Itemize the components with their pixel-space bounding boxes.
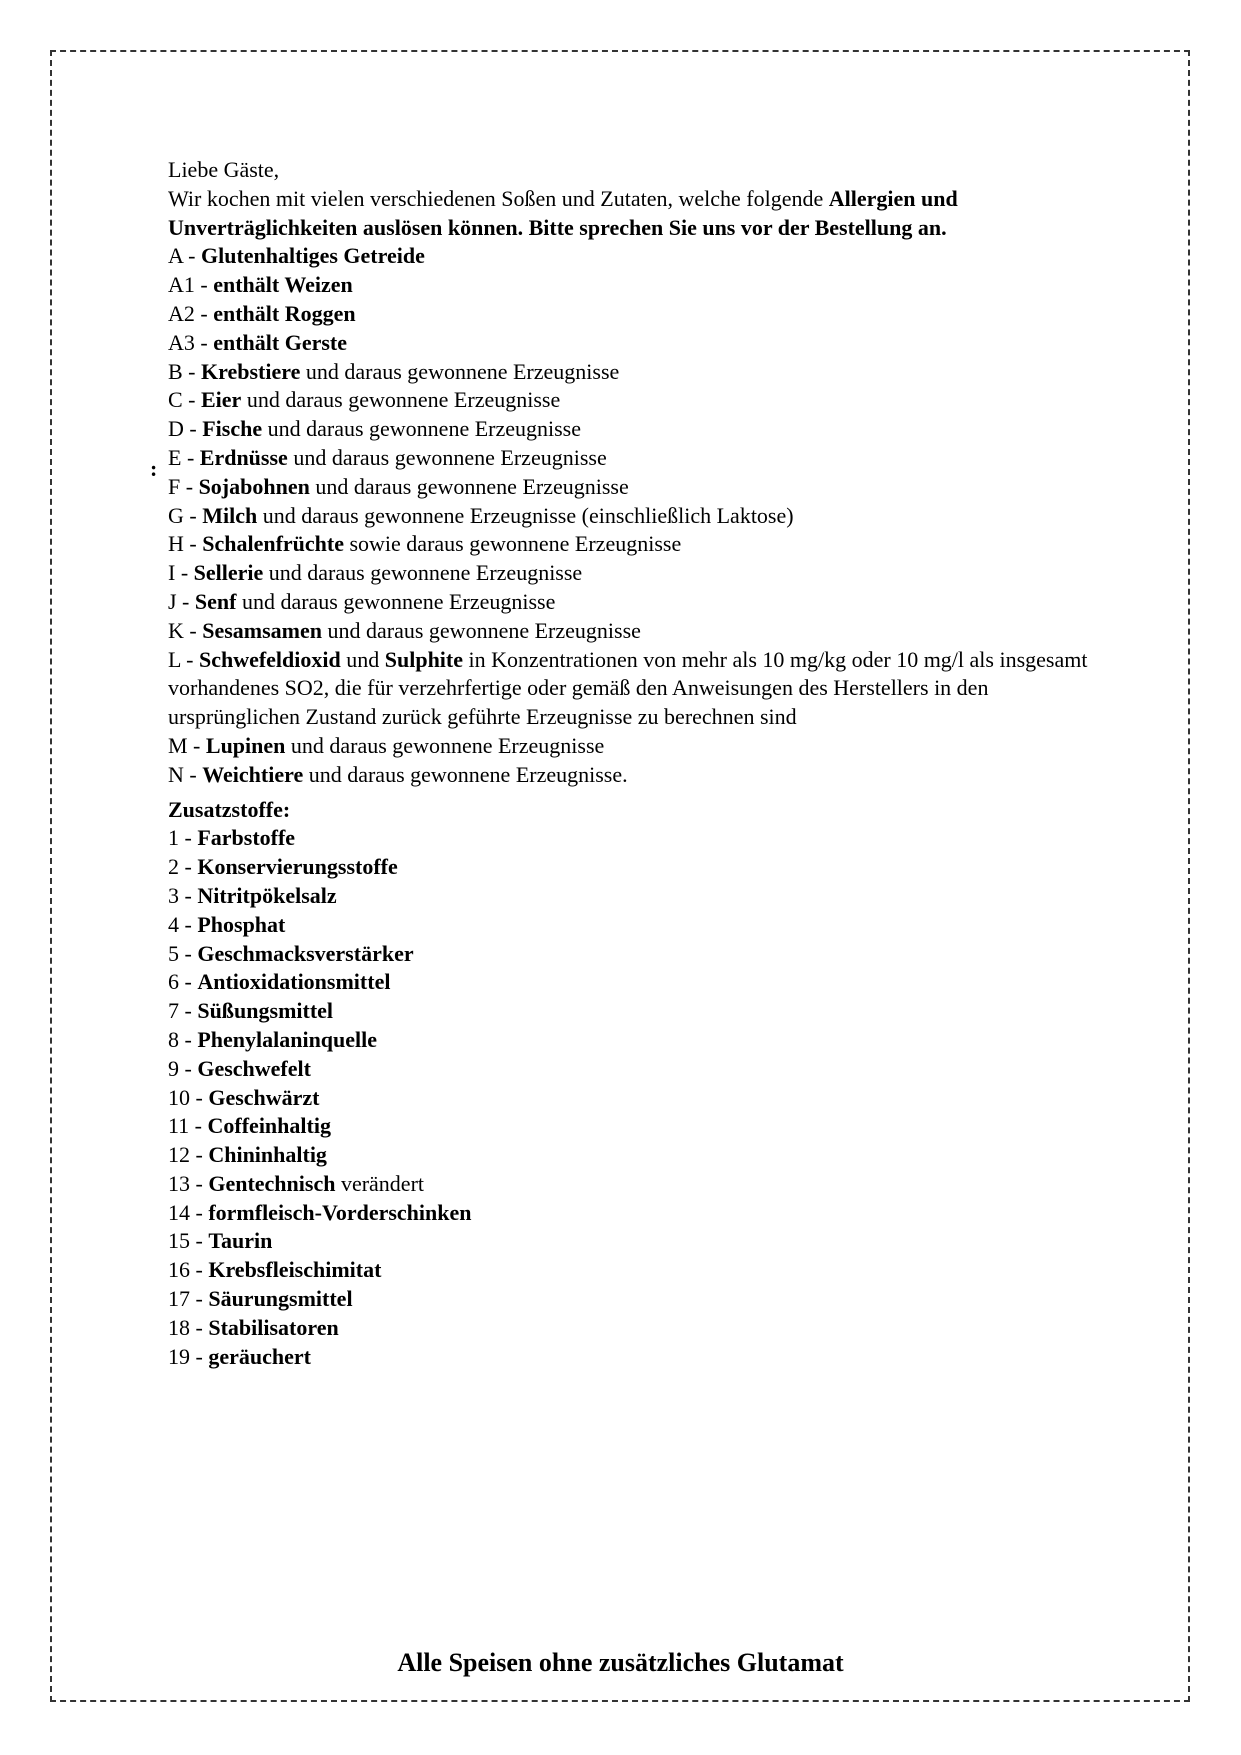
- footer-note: Alle Speisen ohne zusätzliches Glutamat: [397, 1648, 844, 1677]
- additive-list: [168, 824, 1108, 1371]
- additive-item-name: Gentechnisch: [208, 1170, 336, 1196]
- allergen-item-description: und daraus gewonnene Erzeugnisse: [309, 473, 629, 499]
- greeting: Liebe Gäste,: [168, 157, 280, 182]
- allergen-name: Schwefeldioxid: [198, 646, 341, 672]
- additive-item: [168, 853, 1108, 882]
- additive-item: [168, 1343, 1108, 1372]
- additive-item: [168, 1314, 1108, 1343]
- allergen-item-description: und daraus gewonnene Erzeugnisse: [262, 416, 582, 442]
- allergen-item-name: Milch: [202, 502, 258, 528]
- allergen-item-code: M -: [168, 732, 206, 758]
- allergen-item-description: und daraus gewonnene Erzeugnisse: [300, 358, 620, 384]
- additive-item-name: Stabilisatoren: [208, 1314, 339, 1340]
- additive-item-code: 12 -: [168, 1142, 209, 1168]
- intro-text: Wir kochen mit vielen verschiedenen Soßen und Zutaten, welche folgende: [168, 185, 829, 211]
- additive-item-name: Säurungsmittel: [208, 1286, 353, 1312]
- additive-item-name: Geschwärzt: [208, 1084, 320, 1110]
- allergen-item-code: J -: [168, 588, 195, 614]
- additive-item-name: Krebsfleischimitat: [208, 1257, 382, 1283]
- additive-item-code: 14 -: [168, 1199, 209, 1225]
- additive-item-code: 16 -: [168, 1257, 209, 1283]
- allergen-item-code: A -: [168, 243, 201, 269]
- additive-item: [168, 1285, 1108, 1314]
- allergen-item: [168, 530, 1108, 559]
- allergen-item-description: und daraus gewonnene Erzeugnisse: [322, 617, 641, 643]
- allergen-item: [168, 358, 1108, 387]
- additive-item: [168, 1256, 1108, 1285]
- allergen-item-code: A2 -: [168, 300, 214, 326]
- additive-item-code: 7 -: [168, 998, 198, 1024]
- allergen-item-name: enthält Roggen: [213, 300, 356, 326]
- allergen-item-code: B -: [168, 358, 201, 384]
- additive-item-name: Antioxidationsmittel: [197, 969, 391, 995]
- additive-item-name: Nitritpökelsalz: [197, 882, 337, 908]
- additive-item-code: 9 -: [168, 1055, 198, 1081]
- allergen-item-description: und daraus gewonnene Erzeugnisse: [285, 732, 605, 758]
- allergen-item: [168, 617, 1108, 646]
- additive-item: [168, 1084, 1108, 1113]
- allergen-item: [168, 588, 1108, 617]
- allergen-item-code: D -: [168, 416, 203, 442]
- additive-item: [168, 911, 1108, 940]
- additive-item-code: 8 -: [168, 1026, 198, 1052]
- allergen-item-name: Eier: [201, 387, 242, 413]
- allergen-item: [168, 473, 1108, 502]
- allergen-item: [168, 559, 1108, 588]
- allergen-list-tail: [168, 732, 1108, 790]
- additive-item-code: 5 -: [168, 940, 198, 966]
- additive-item-name: Geschwefelt: [197, 1055, 311, 1081]
- allergen-item-code: C -: [168, 387, 201, 413]
- allergen-item-name: Sojabohnen: [198, 473, 310, 499]
- additive-item: [168, 1026, 1108, 1055]
- allergen-item: [168, 386, 1108, 415]
- additive-item-name: Konservierungsstoffe: [197, 854, 398, 880]
- additive-item: [168, 882, 1108, 911]
- allergen-item-code: I -: [168, 560, 194, 586]
- additive-item: [168, 940, 1108, 969]
- allergen-item: [168, 502, 1108, 531]
- allergen-item-description: und daraus gewonnene Erzeugnisse: [263, 560, 583, 586]
- allergen-item-description: sowie daraus gewonnene Erzeugnisse: [343, 531, 682, 557]
- allergen-item-code: A3 -: [168, 329, 214, 355]
- intro-bold-text-2: Unverträglichkeiten auslösen können. Bitte sprechen Sie uns vor der Bestellung an.: [168, 214, 947, 240]
- additive-item-code: 6 -: [168, 969, 198, 995]
- allergen-item-name: enthält Weizen: [213, 272, 353, 298]
- additive-item-code: 19 -: [168, 1343, 209, 1369]
- additive-item-name: Süßungsmittel: [197, 998, 334, 1024]
- allergen-description: in Konzentrationen von mehr als 10 mg/kg oder 10 mg/l als insgesamt vorhandenes SO2, die für verzehrfertige oder gemäß den Anweisungen des Herstellers in den ursprünglichen Zustand zurück geführte Erzeugnisse zu berechnen sind: [168, 646, 1088, 730]
- additive-item: [168, 997, 1108, 1026]
- allergen-item-description: und daraus gewonnene Erzeugnisse: [287, 444, 607, 470]
- additive-item-description: verändert: [335, 1170, 425, 1196]
- additive-item-code: 2 -: [168, 854, 198, 880]
- allergen-name-2: Sulphite: [384, 646, 464, 672]
- allergen-item-name: Schalenfrüchte: [202, 531, 344, 557]
- allergen-item-name: Lupinen: [205, 732, 286, 758]
- allergen-item: [168, 415, 1108, 444]
- allergen-item-name: enthält Gerste: [213, 329, 348, 355]
- additive-item: [168, 824, 1108, 853]
- allergen-item-code: H -: [168, 531, 203, 557]
- additive-item: [168, 1170, 1108, 1199]
- additive-item-name: Chininhaltig: [208, 1142, 327, 1168]
- allergen-item-name: Sesamsamen: [202, 617, 322, 643]
- additive-item-name: Phenylalaninquelle: [197, 1026, 378, 1052]
- additive-item-code: 1 -: [168, 825, 198, 851]
- allergen-item-code: F -: [168, 473, 199, 499]
- allergen-item: [168, 271, 1108, 300]
- allergen-item-name: Senf: [194, 588, 237, 614]
- allergen-item-L: [168, 646, 1108, 732]
- additive-item-name: Taurin: [208, 1228, 273, 1254]
- allergen-item: [168, 761, 1108, 790]
- additive-item-code: 17 -: [168, 1286, 209, 1312]
- additive-item: [168, 1199, 1108, 1228]
- allergen-list: [168, 242, 1108, 645]
- allergen-item-description: und daraus gewonnene Erzeugnisse: [236, 588, 556, 614]
- additive-item: [168, 1227, 1108, 1256]
- additive-item-code: 15 -: [168, 1228, 209, 1254]
- allergen-item-name: Weichtiere: [202, 761, 304, 787]
- stray-mark: :: [150, 456, 158, 481]
- allergen-item-name: Glutenhaltiges Getreide: [201, 243, 425, 269]
- additive-item-code: 18 -: [168, 1314, 209, 1340]
- additive-item-code: 4 -: [168, 911, 198, 937]
- allergen-item-code: N -: [168, 761, 203, 787]
- allergen-item-description: und daraus gewonnene Erzeugnisse.: [303, 761, 628, 787]
- allergen-item: [168, 732, 1108, 761]
- allergen-item: [168, 444, 1108, 473]
- additives-title: Zusatzstoffe:: [168, 796, 291, 822]
- allergen-item: [168, 329, 1108, 358]
- intro-bold-text: Allergien und: [828, 185, 958, 211]
- additive-item-name: geräuchert: [208, 1343, 311, 1369]
- additive-item-name: Coffeinhaltig: [207, 1113, 331, 1139]
- additive-item: [168, 1112, 1108, 1141]
- allergen-item: [168, 242, 1108, 271]
- allergen-item-code: K -: [168, 617, 203, 643]
- allergen-item: [168, 300, 1108, 329]
- additive-item-name: Phosphat: [197, 911, 286, 937]
- additive-item: [168, 968, 1108, 997]
- additive-item-name: Geschmacksverstärker: [197, 940, 414, 966]
- allergen-item-name: Sellerie: [193, 560, 264, 586]
- intro-line-1: [168, 185, 1108, 214]
- additive-item-code: 11 -: [168, 1113, 208, 1139]
- allergen-item-name: Fische: [202, 416, 263, 442]
- allergen-connector: und: [340, 646, 385, 672]
- additive-item-code: 13 -: [168, 1170, 209, 1196]
- allergen-item-description: und daraus gewonnene Erzeugnisse (einschließlich Laktose): [257, 502, 794, 528]
- allergen-item-description: und daraus gewonnene Erzeugnisse: [241, 387, 561, 413]
- additive-item-code: 3 -: [168, 882, 198, 908]
- allergen-item-code: E -: [168, 444, 200, 470]
- intro-line-2: [168, 214, 1108, 243]
- allergen-item-code: A1 -: [168, 272, 214, 298]
- additive-item: [168, 1141, 1108, 1170]
- allergen-item-name: Krebstiere: [201, 358, 301, 384]
- allergen-item-code: G -: [168, 502, 203, 528]
- additive-item-name: Farbstoffe: [197, 825, 296, 851]
- allergen-code: L -: [168, 646, 199, 672]
- document-body: [168, 156, 1108, 1371]
- additive-item: [168, 1055, 1108, 1084]
- additive-item-name: formfleisch-Vorderschinken: [208, 1199, 472, 1225]
- additive-item-code: 10 -: [168, 1084, 209, 1110]
- allergen-item-name: Erdnüsse: [199, 444, 288, 470]
